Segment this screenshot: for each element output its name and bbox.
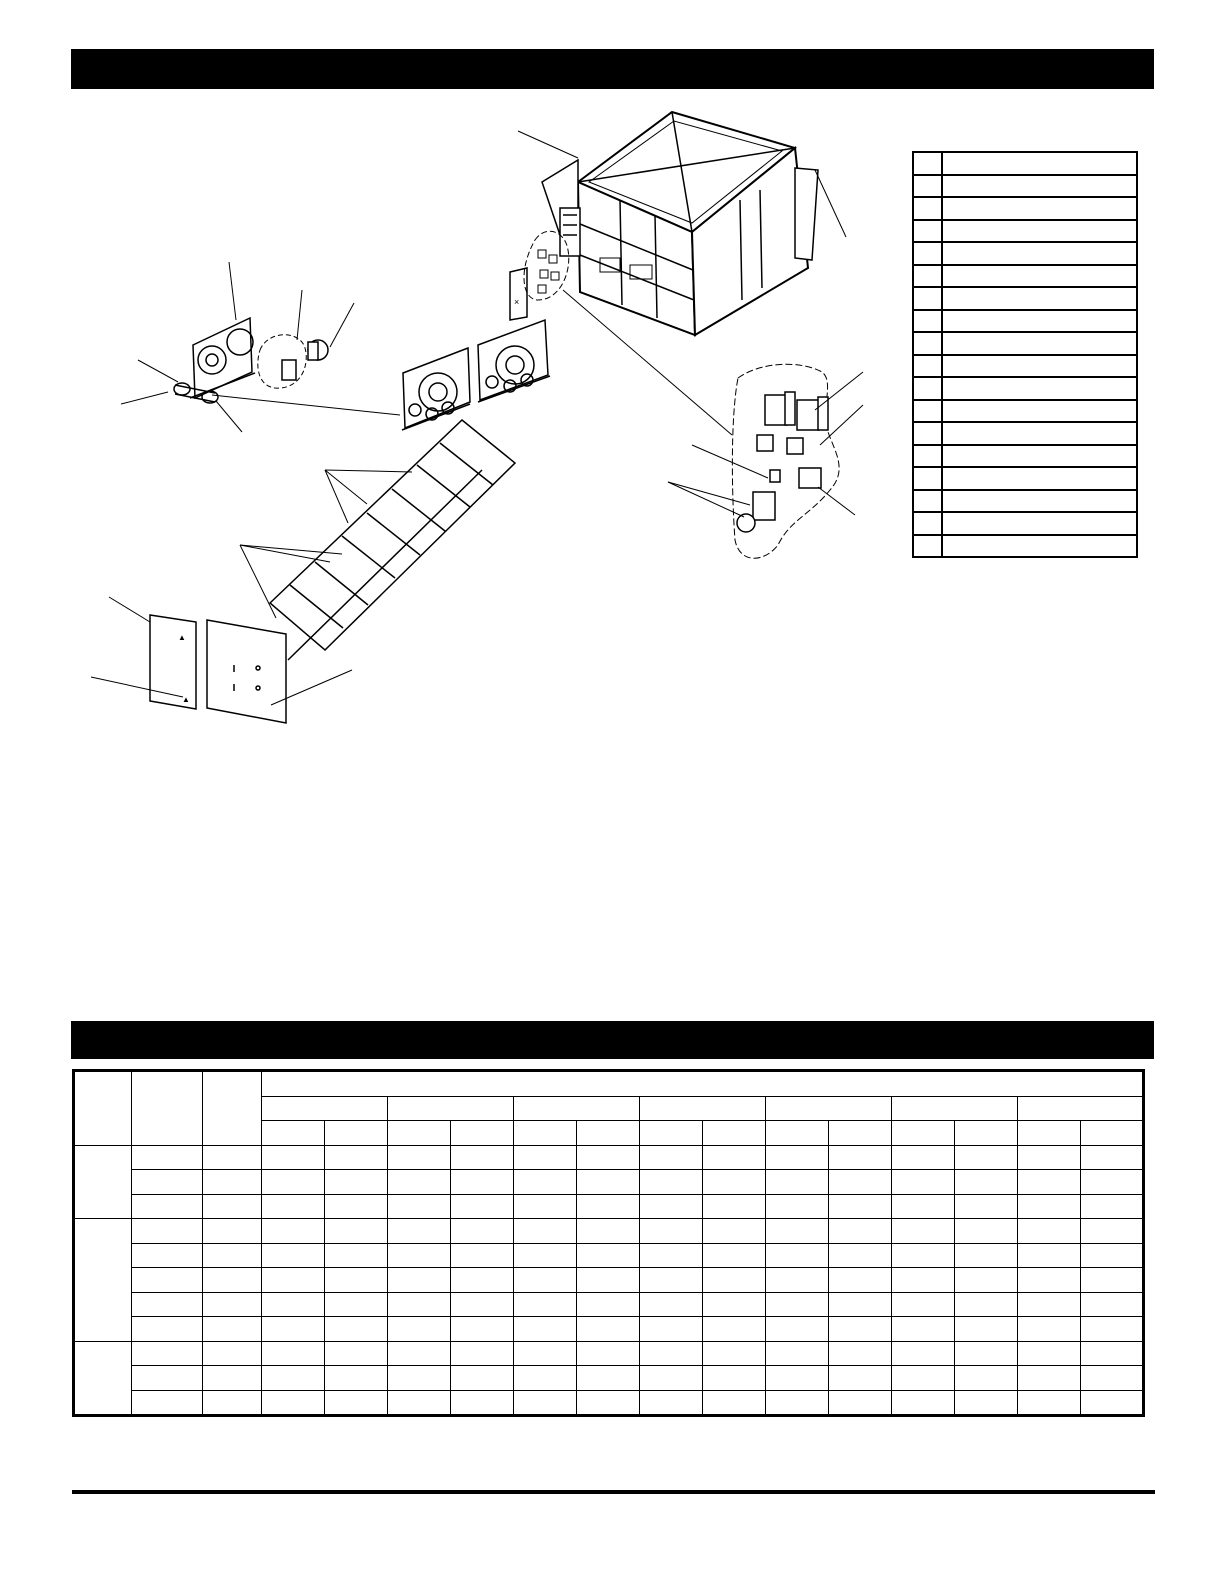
table-cell — [132, 1170, 203, 1195]
table-cell — [766, 1390, 829, 1416]
header-cell — [132, 1071, 203, 1146]
legend-description-cell — [942, 152, 1137, 175]
table-cell — [766, 1243, 829, 1268]
table-cell — [703, 1194, 766, 1219]
table-cell — [577, 1317, 640, 1342]
table-cell — [766, 1219, 829, 1244]
table-cell — [640, 1366, 703, 1391]
table-cell — [132, 1194, 203, 1219]
parts-legend-table — [912, 151, 1138, 558]
svg-text:×: × — [514, 297, 520, 307]
table-cell — [1081, 1243, 1144, 1268]
table-cell — [892, 1194, 955, 1219]
table-cell — [325, 1145, 388, 1170]
legend-row — [913, 490, 1137, 513]
table-cell — [262, 1341, 325, 1366]
table-cell — [766, 1292, 829, 1317]
legend-description-cell — [942, 490, 1137, 513]
table-cell — [514, 1292, 577, 1317]
electrical-components-detail — [732, 364, 839, 558]
table-cell — [132, 1219, 203, 1244]
table-cell — [132, 1292, 203, 1317]
blower-assembly-right — [478, 320, 550, 402]
table-cell — [451, 1366, 514, 1391]
table-cell — [640, 1194, 703, 1219]
table-cell — [203, 1390, 262, 1416]
table-cell — [766, 1170, 829, 1195]
legend-number-cell — [913, 535, 942, 558]
table-row — [74, 1243, 1144, 1268]
table-cell — [577, 1341, 640, 1366]
table-cell — [388, 1341, 451, 1366]
table-cell — [388, 1145, 451, 1170]
legend-description-cell — [942, 467, 1137, 490]
legend-row — [913, 220, 1137, 243]
unit-cabinet — [542, 112, 818, 335]
table-cell — [1081, 1292, 1144, 1317]
table-cell — [132, 1268, 203, 1293]
table-cell — [1018, 1292, 1081, 1317]
table-cell — [640, 1341, 703, 1366]
table-cell — [577, 1390, 640, 1416]
table-cell — [203, 1317, 262, 1342]
legend-row — [913, 287, 1137, 310]
table-cell — [955, 1243, 1018, 1268]
table-cell — [1018, 1170, 1081, 1195]
table-row — [74, 1341, 1144, 1366]
table-cell — [1018, 1194, 1081, 1219]
table-cell — [451, 1268, 514, 1293]
table-cell — [1081, 1145, 1144, 1170]
legend-description-cell — [942, 197, 1137, 220]
legend-number-cell — [913, 422, 942, 445]
table-row — [74, 1170, 1144, 1195]
table-cell — [325, 1170, 388, 1195]
table-cell — [451, 1317, 514, 1342]
header-cell — [388, 1121, 451, 1146]
legend-number-cell — [913, 175, 942, 198]
table-cell — [703, 1341, 766, 1366]
table-row — [74, 1145, 1144, 1170]
table-cell — [1081, 1268, 1144, 1293]
table-cell — [451, 1219, 514, 1244]
table-cell — [325, 1317, 388, 1342]
table-cell — [829, 1170, 892, 1195]
table-cell — [829, 1341, 892, 1366]
table-cell — [451, 1341, 514, 1366]
table-cell — [514, 1268, 577, 1293]
table-cell — [703, 1243, 766, 1268]
table-cell — [203, 1366, 262, 1391]
table-cell — [892, 1145, 955, 1170]
table-cell — [955, 1366, 1018, 1391]
group-cell — [74, 1219, 132, 1342]
table-cell — [577, 1219, 640, 1244]
legend-row — [913, 400, 1137, 423]
table-cell — [829, 1366, 892, 1391]
header-cell — [203, 1071, 262, 1146]
svg-text:▲: ▲ — [182, 695, 190, 704]
legend-description-cell — [942, 242, 1137, 265]
legend-row — [913, 377, 1137, 400]
table-cell — [1081, 1317, 1144, 1342]
legend-row — [913, 197, 1137, 220]
table-row — [74, 1268, 1144, 1293]
table-cell — [203, 1292, 262, 1317]
table-cell — [955, 1390, 1018, 1416]
legend-row — [913, 242, 1137, 265]
table-cell — [325, 1268, 388, 1293]
table-cell — [1081, 1170, 1144, 1195]
table-cell — [577, 1243, 640, 1268]
legend-number-cell — [913, 377, 942, 400]
table-cell — [892, 1366, 955, 1391]
table-cell — [262, 1243, 325, 1268]
table-row — [74, 1317, 1144, 1342]
table-cell — [577, 1292, 640, 1317]
table-cell — [325, 1390, 388, 1416]
table-cell — [514, 1219, 577, 1244]
table-cell — [451, 1194, 514, 1219]
table-cell — [203, 1341, 262, 1366]
header-cell — [640, 1121, 703, 1146]
legend-description-cell — [942, 422, 1137, 445]
table-cell — [955, 1145, 1018, 1170]
legend-row — [913, 355, 1137, 378]
legend-description-cell — [942, 512, 1137, 535]
table-cell — [262, 1145, 325, 1170]
footer-rule — [72, 1490, 1155, 1494]
legend-description-cell — [942, 220, 1137, 243]
table-cell — [955, 1292, 1018, 1317]
header-cell — [262, 1121, 325, 1146]
table-cell — [640, 1390, 703, 1416]
group-cell — [74, 1145, 132, 1219]
legend-description-cell — [942, 175, 1137, 198]
table-cell — [132, 1317, 203, 1342]
table-cell — [203, 1145, 262, 1170]
table-cell — [829, 1390, 892, 1416]
table-cell — [1018, 1268, 1081, 1293]
table-cell — [514, 1194, 577, 1219]
legend-number-cell — [913, 512, 942, 535]
legend-description-cell — [942, 355, 1137, 378]
table-cell — [388, 1366, 451, 1391]
table-cell — [955, 1268, 1018, 1293]
table-row — [74, 1366, 1144, 1391]
legend-description-cell — [942, 265, 1137, 288]
table-cell — [640, 1317, 703, 1342]
table-cell — [1081, 1366, 1144, 1391]
table-cell — [1081, 1194, 1144, 1219]
table-cell — [388, 1243, 451, 1268]
table-cell — [1018, 1341, 1081, 1366]
header-cell — [514, 1096, 640, 1121]
table-cell — [1018, 1366, 1081, 1391]
header-cell — [1081, 1121, 1144, 1146]
table-cell — [703, 1268, 766, 1293]
legend-number-cell — [913, 400, 942, 423]
table-cell — [829, 1194, 892, 1219]
table-cell — [388, 1390, 451, 1416]
table-cell — [1018, 1243, 1081, 1268]
table-cell — [132, 1145, 203, 1170]
table-cell — [388, 1194, 451, 1219]
legend-number-cell — [913, 152, 942, 175]
table-cell — [388, 1268, 451, 1293]
table-cell — [514, 1317, 577, 1342]
table-cell — [640, 1292, 703, 1317]
table-cell — [640, 1219, 703, 1244]
blower-housing-exploded — [190, 318, 328, 398]
table-cell — [577, 1145, 640, 1170]
table-cell — [892, 1219, 955, 1244]
table-cell — [766, 1268, 829, 1293]
header-cell — [514, 1121, 577, 1146]
table-cell — [892, 1243, 955, 1268]
table-cell — [451, 1292, 514, 1317]
table-cell — [203, 1170, 262, 1195]
legend-number-cell — [913, 467, 942, 490]
legend-number-cell — [913, 242, 942, 265]
header-cell — [892, 1096, 1018, 1121]
table-cell — [514, 1170, 577, 1195]
table-cell — [1018, 1145, 1081, 1170]
table-cell — [703, 1366, 766, 1391]
legend-row — [913, 332, 1137, 355]
table-cell — [766, 1341, 829, 1366]
section-header-bar — [71, 1021, 1154, 1059]
table-cell — [892, 1292, 955, 1317]
table-cell — [262, 1317, 325, 1342]
table-cell — [325, 1219, 388, 1244]
table-cell — [955, 1317, 1018, 1342]
header-cell — [829, 1121, 892, 1146]
table-cell — [703, 1292, 766, 1317]
table-cell — [262, 1390, 325, 1416]
table-cell — [514, 1243, 577, 1268]
table-cell — [514, 1366, 577, 1391]
header-cell — [892, 1121, 955, 1146]
table-cell — [640, 1268, 703, 1293]
table-cell — [514, 1145, 577, 1170]
table-cell — [766, 1317, 829, 1342]
table-cell — [451, 1390, 514, 1416]
table-cell — [829, 1219, 892, 1244]
table-cell — [829, 1145, 892, 1170]
table-cell — [577, 1366, 640, 1391]
table-cell — [262, 1194, 325, 1219]
table-cell — [829, 1243, 892, 1268]
header-cell — [451, 1121, 514, 1146]
table-cell — [388, 1292, 451, 1317]
legend-row — [913, 445, 1137, 468]
table-cell — [955, 1341, 1018, 1366]
header-cell — [577, 1121, 640, 1146]
table-cell — [577, 1170, 640, 1195]
table-cell — [703, 1145, 766, 1170]
table-cell — [766, 1194, 829, 1219]
table-cell — [325, 1292, 388, 1317]
legend-description-cell — [942, 332, 1137, 355]
table-cell — [325, 1243, 388, 1268]
legend-number-cell — [913, 310, 942, 333]
blower-assembly-left — [402, 348, 470, 430]
table-row — [74, 1390, 1144, 1416]
table-cell — [132, 1390, 203, 1416]
table-cell — [1018, 1317, 1081, 1342]
header-cell — [262, 1071, 1144, 1097]
table-cell — [829, 1268, 892, 1293]
table-cell — [955, 1194, 1018, 1219]
legend-row — [913, 152, 1137, 175]
table-cell — [829, 1317, 892, 1342]
table-cell — [132, 1341, 203, 1366]
table-cell — [892, 1390, 955, 1416]
table-cell — [325, 1341, 388, 1366]
table-cell — [451, 1243, 514, 1268]
table-cell — [1081, 1219, 1144, 1244]
legend-description-cell — [942, 445, 1137, 468]
header-cell — [74, 1071, 132, 1146]
header-cell — [766, 1121, 829, 1146]
table-cell — [703, 1317, 766, 1342]
legend-row — [913, 310, 1137, 333]
header-cell — [262, 1096, 388, 1121]
table-cell — [262, 1292, 325, 1317]
table-cell — [203, 1243, 262, 1268]
legend-description-cell — [942, 400, 1137, 423]
header-cell — [766, 1096, 892, 1121]
table-cell — [703, 1170, 766, 1195]
table-cell — [132, 1243, 203, 1268]
legend-number-cell — [913, 445, 942, 468]
table-cell — [766, 1145, 829, 1170]
svg-text:▲: ▲ — [178, 633, 186, 642]
group-cell — [74, 1341, 132, 1416]
access-door-small — [510, 268, 527, 320]
legend-description-cell — [942, 287, 1137, 310]
table-cell — [892, 1170, 955, 1195]
legend-description-cell — [942, 377, 1137, 400]
table-cell — [577, 1194, 640, 1219]
table-cell — [388, 1219, 451, 1244]
table-row — [74, 1219, 1144, 1244]
table-cell — [892, 1341, 955, 1366]
table-cell — [1081, 1390, 1144, 1416]
table-cell — [892, 1268, 955, 1293]
table-cell — [1018, 1390, 1081, 1416]
table-cell — [451, 1145, 514, 1170]
access-panel-right — [207, 620, 286, 723]
table-cell — [766, 1366, 829, 1391]
legend-row — [913, 535, 1137, 558]
table-row — [74, 1292, 1144, 1317]
table-header-row — [74, 1071, 1144, 1097]
legend-description-cell — [942, 535, 1137, 558]
table-cell — [262, 1170, 325, 1195]
table-row — [74, 1194, 1144, 1219]
legend-row — [913, 422, 1137, 445]
table-cell — [514, 1341, 577, 1366]
legend-number-cell — [913, 287, 942, 310]
header-cell — [1018, 1096, 1144, 1121]
legend-number-cell — [913, 265, 942, 288]
table-cell — [640, 1145, 703, 1170]
table-cell — [203, 1194, 262, 1219]
legend-number-cell — [913, 490, 942, 513]
header-cell — [703, 1121, 766, 1146]
table-cell — [262, 1268, 325, 1293]
table-cell — [388, 1170, 451, 1195]
table-cell — [1018, 1219, 1081, 1244]
legend-row — [913, 512, 1137, 535]
table-cell — [1081, 1341, 1144, 1366]
legend-row — [913, 467, 1137, 490]
table-cell — [829, 1292, 892, 1317]
header-cell — [388, 1096, 514, 1121]
specification-table — [72, 1069, 1145, 1417]
table-cell — [132, 1366, 203, 1391]
table-cell — [388, 1317, 451, 1342]
legend-description-cell — [942, 310, 1137, 333]
table-cell — [203, 1219, 262, 1244]
table-cell — [955, 1170, 1018, 1195]
table-cell — [325, 1366, 388, 1391]
table-cell — [514, 1390, 577, 1416]
legend-row — [913, 175, 1137, 198]
table-cell — [703, 1219, 766, 1244]
table-cell — [203, 1268, 262, 1293]
table-cell — [451, 1170, 514, 1195]
legend-number-cell — [913, 332, 942, 355]
header-cell — [1018, 1121, 1081, 1146]
header-cell — [640, 1096, 766, 1121]
legend-number-cell — [913, 355, 942, 378]
table-cell — [640, 1243, 703, 1268]
table-cell — [703, 1390, 766, 1416]
legend-number-cell — [913, 220, 942, 243]
table-cell — [640, 1170, 703, 1195]
filter-rack-row — [270, 420, 515, 660]
table-cell — [262, 1366, 325, 1391]
header-cell — [325, 1121, 388, 1146]
section-header-bar — [71, 49, 1154, 89]
table-cell — [262, 1219, 325, 1244]
header-cell — [955, 1121, 1018, 1146]
legend-number-cell — [913, 197, 942, 220]
table-cell — [577, 1268, 640, 1293]
table-cell — [955, 1219, 1018, 1244]
legend-row — [913, 265, 1137, 288]
table-cell — [325, 1194, 388, 1219]
table-cell — [892, 1317, 955, 1342]
